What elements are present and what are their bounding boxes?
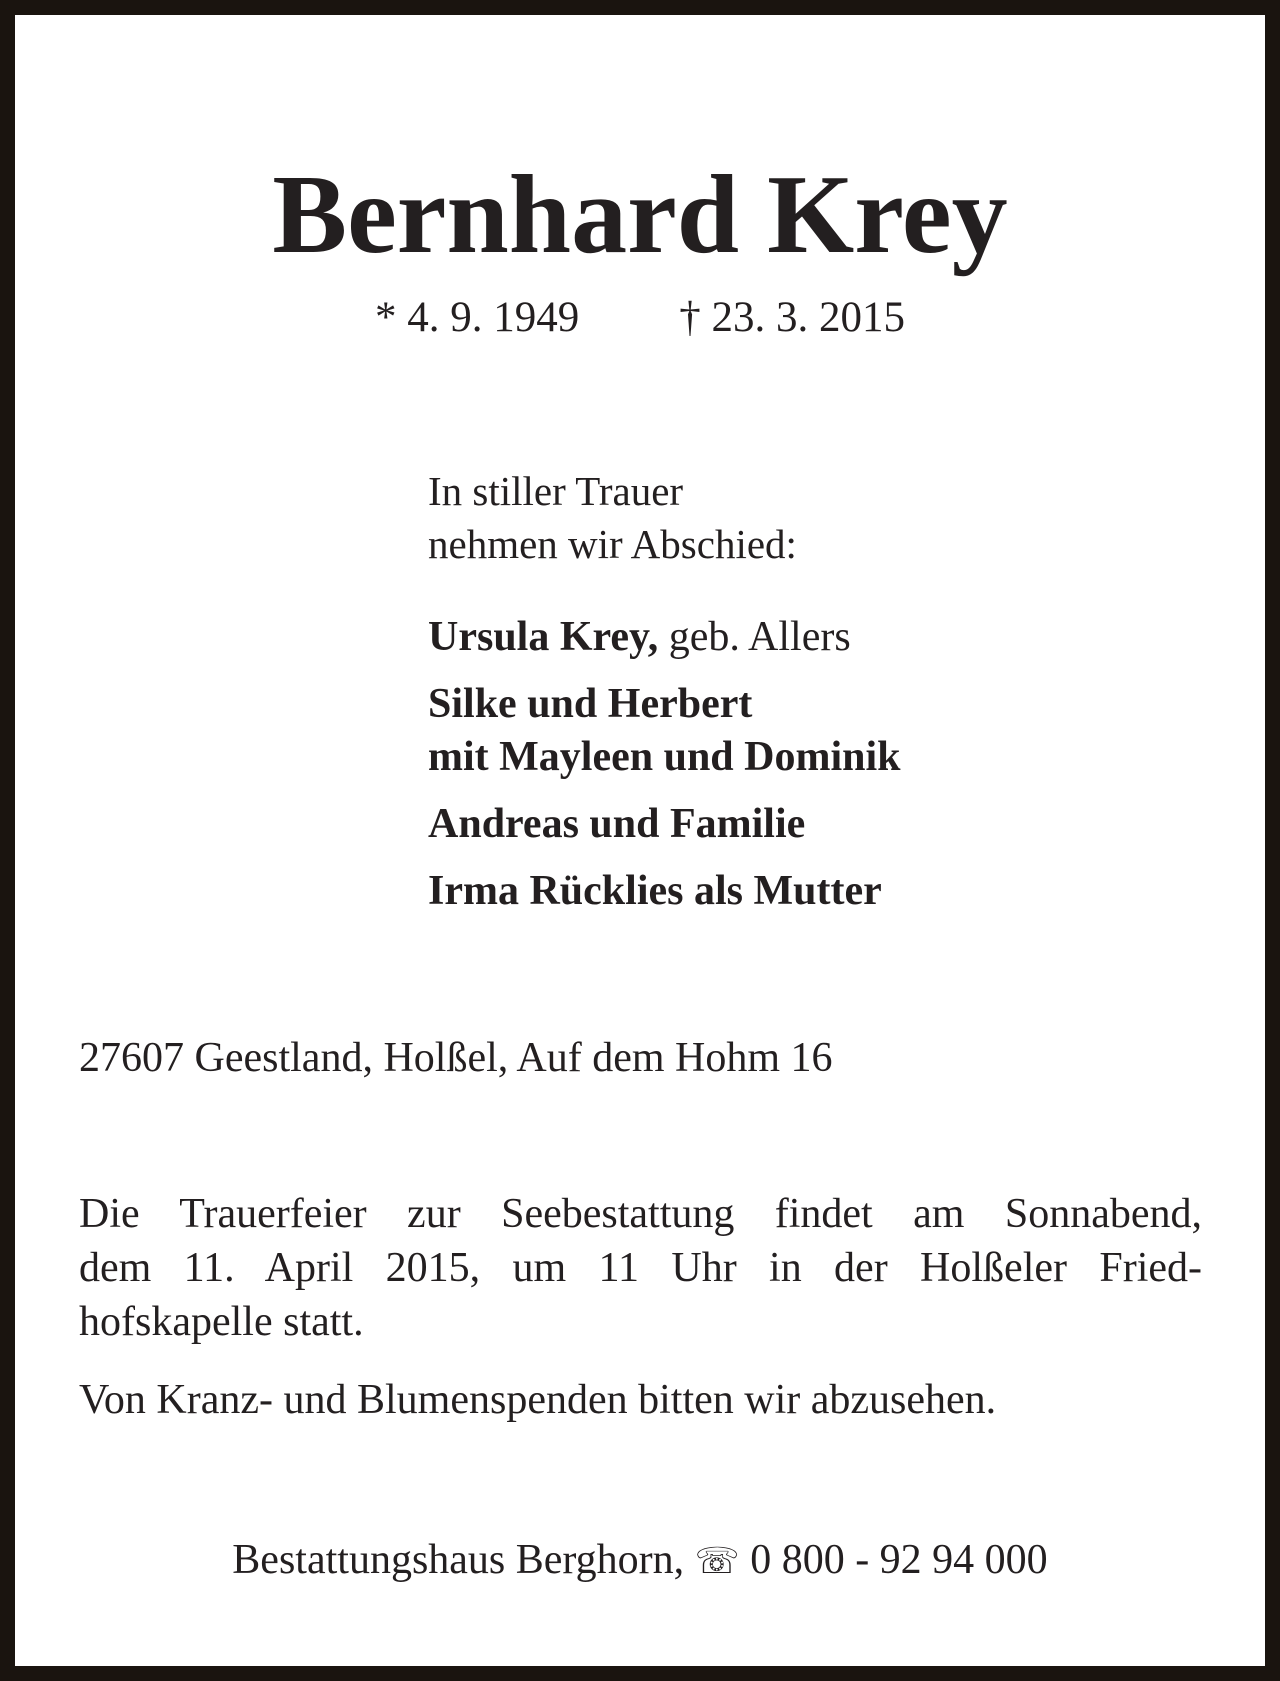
mourning-intro: [428, 465, 1188, 571]
mourner-line: Silke und Herbert: [428, 681, 753, 727]
undertaker-name: Bestattungshaus Berghorn,: [232, 1537, 685, 1583]
mourner-line: Irma Rücklies als Mutter: [428, 868, 882, 914]
mourner-spouse: [428, 611, 1188, 664]
mourner-line: mit Mayleen und Dominik: [428, 734, 901, 780]
death-date: † 23. 3. 2015: [679, 294, 905, 341]
ceremony-info: [79, 1187, 1202, 1349]
mourner-grandchildren: [428, 731, 1188, 784]
spouse-name: Ursula Krey,: [428, 614, 659, 660]
mourner-mother: [428, 865, 1188, 918]
family-list: [428, 611, 1188, 918]
flowers-note: Von Kranz- und Blumenspenden bitten wir abzusehen.: [79, 1377, 997, 1423]
ceremony-line: hofskapelle statt.: [79, 1299, 364, 1345]
family-address: 27607 Geestland, Holßel, Auf dem Hohm 16: [79, 1035, 833, 1081]
mourner-son-family: [428, 798, 1188, 851]
ceremony-line: Die Trauerfeier zur Seebestattung findet am Sonnabend,: [79, 1191, 1202, 1237]
undertaker-line: [0, 1532, 1280, 1590]
deceased-name: Bernhard Krey: [272, 153, 1008, 277]
intro-line: In stiller Trauer: [428, 468, 684, 514]
mourner-line: Andreas und Familie: [428, 801, 806, 847]
mourner-daughter-family: [428, 678, 1188, 731]
ceremony-line: dem 11. April 2015, um 11 Uhr in der Holßeler Fried-: [79, 1245, 1202, 1291]
life-dates: [0, 292, 1280, 344]
intro-line: nehmen wir Abschied:: [428, 521, 797, 567]
undertaker-phone: 0 800 - 92 94 000: [750, 1537, 1048, 1583]
birth-date: * 4. 9. 1949: [375, 294, 580, 341]
mourners-block: [428, 465, 1188, 918]
telephone-icon: ☏: [694, 1541, 740, 1582]
spouse-maiden-name: geb. Allers: [658, 614, 851, 660]
